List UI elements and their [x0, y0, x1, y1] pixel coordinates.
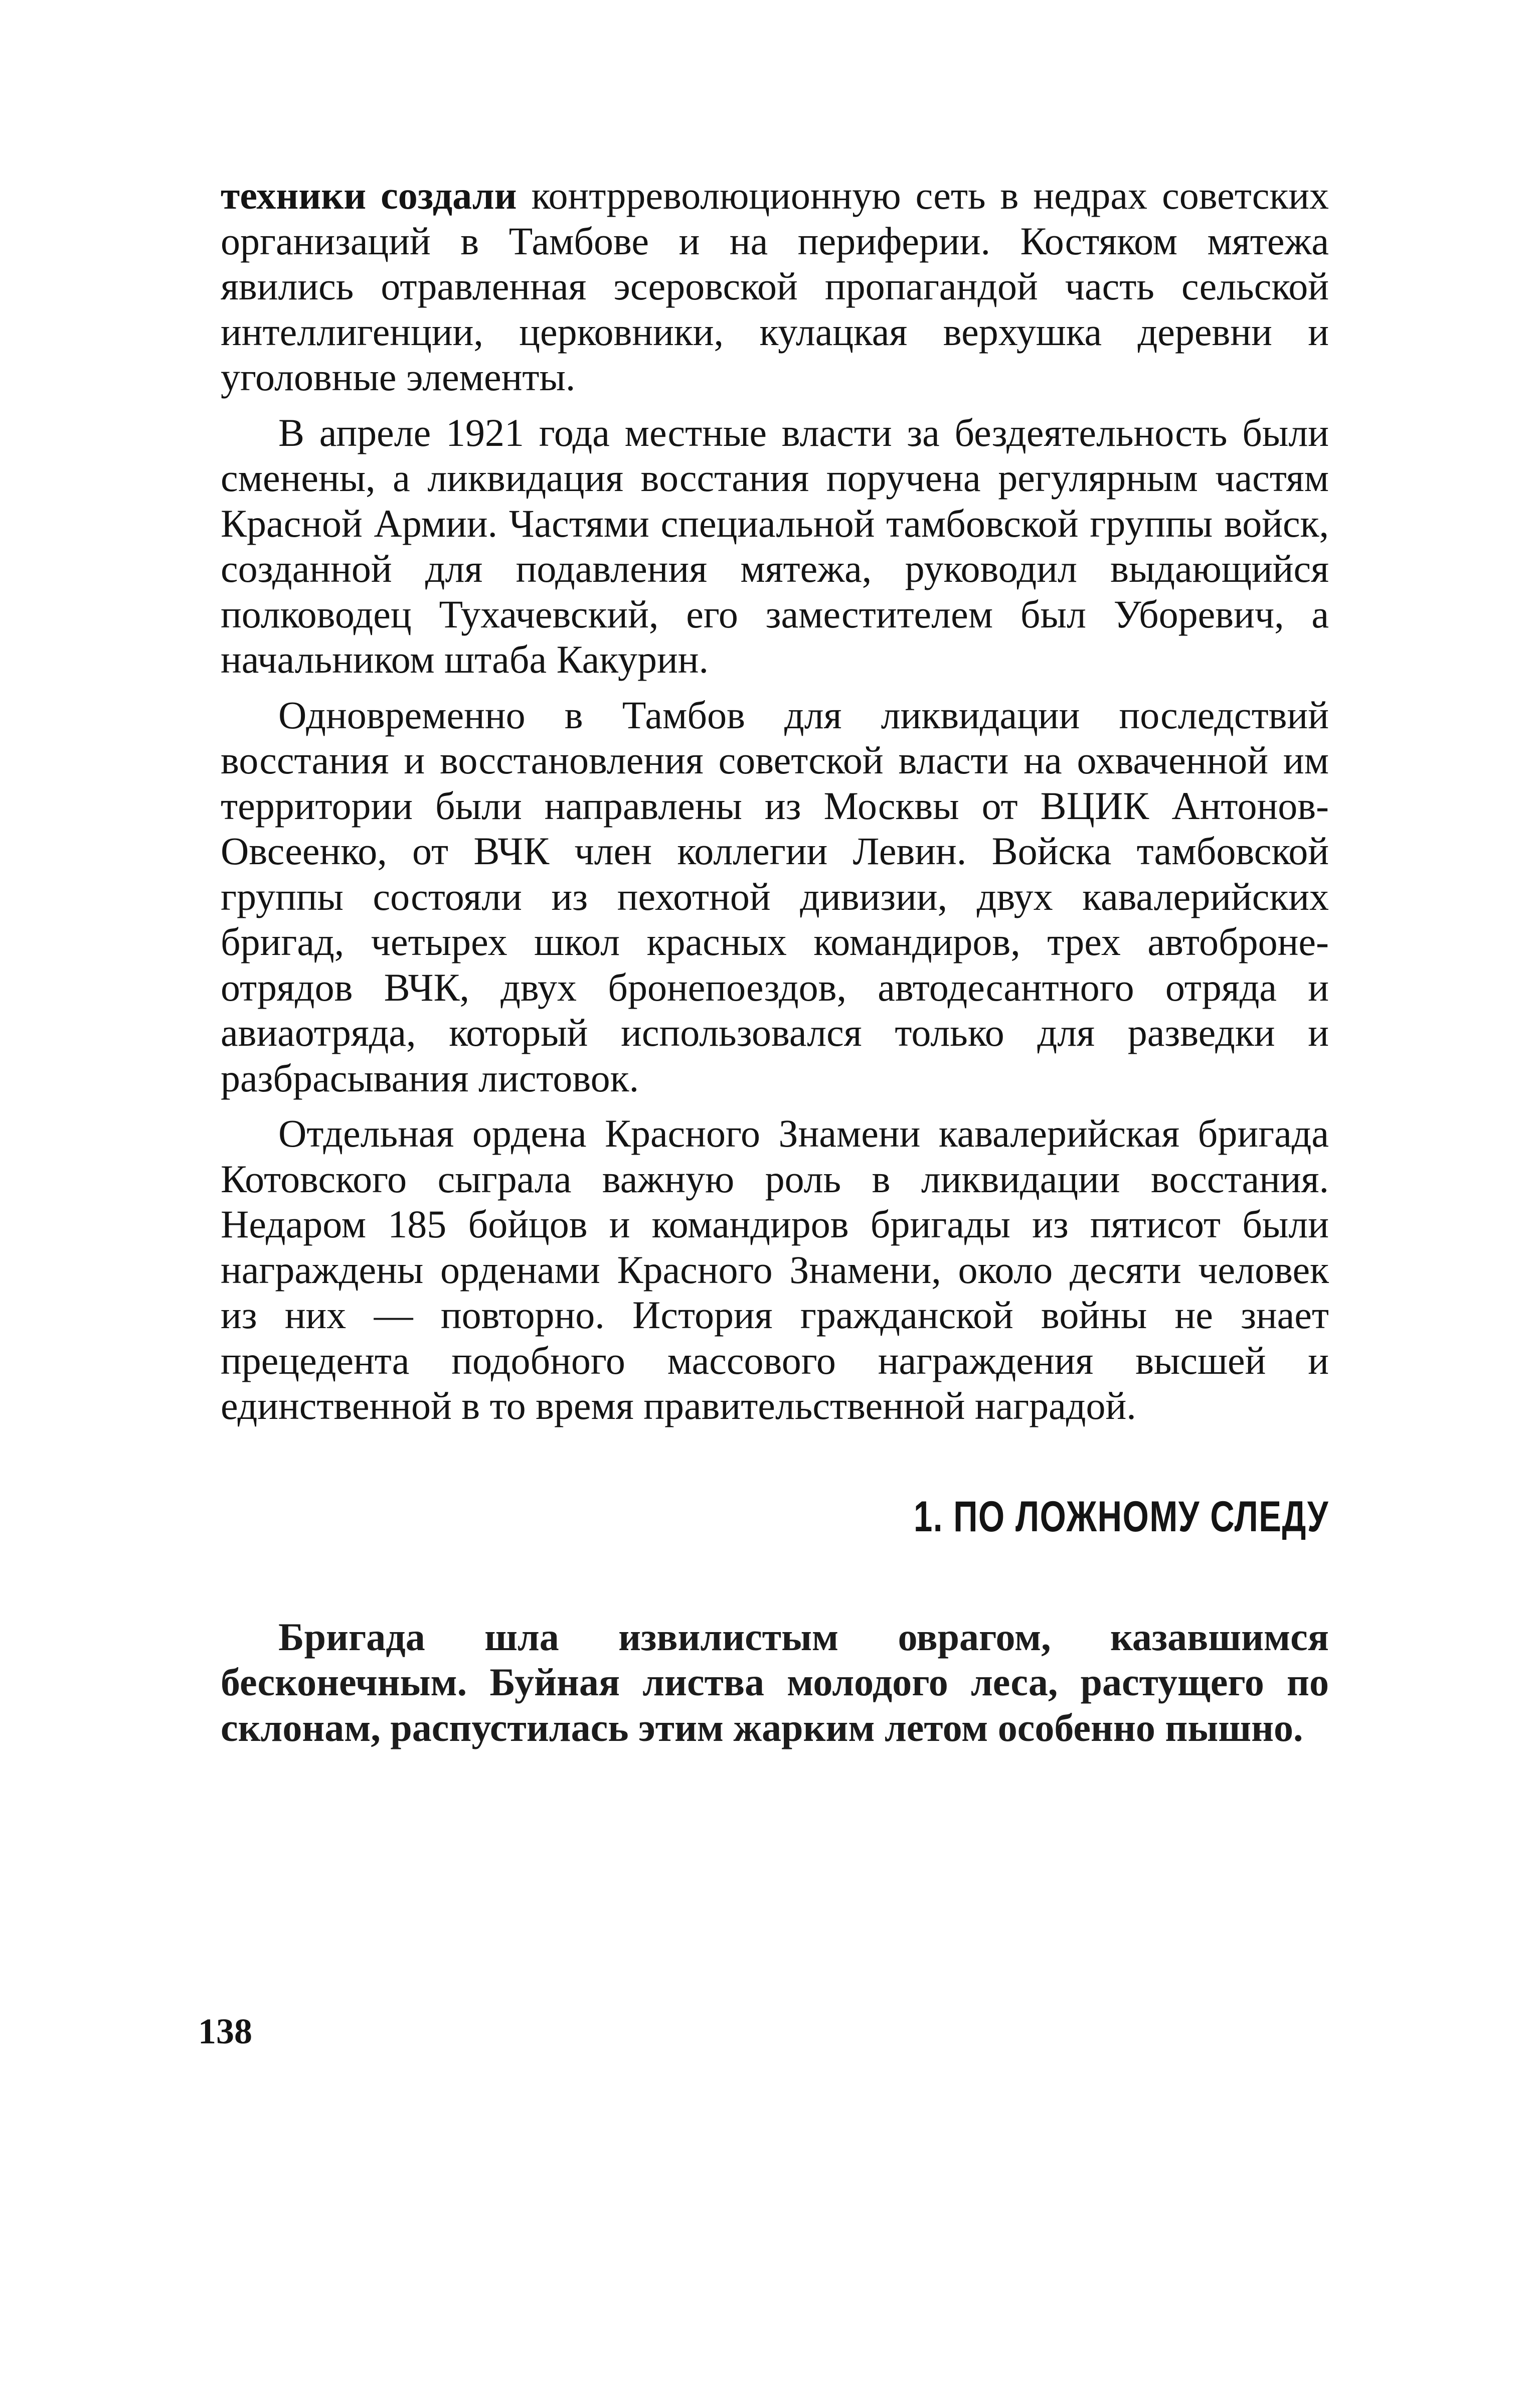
page-number: 138	[198, 2011, 252, 2051]
paragraph-1-text: контрреволюционную сеть в недрах советских организаций в Тамбове и на периферии. Костяком мятежа явились отравленная эсеровской пропагандой часть сельской интеллигенции, церковники, кулацкая верхушка деревни и уголовные элементы.	[221, 174, 1329, 399]
chapter-heading: 1. ПО ЛОЖНОМУ СЛЕДУ	[913, 1492, 1329, 1541]
chapter-first-paragraph: Бригада шла извилистым оврагом, казавшимся бесконечным. Буйная листва молодого леса, растущего по склонам, распустилась этим жарким летом особенно пышно.	[221, 1615, 1329, 1749]
book-page	[221, 173, 1329, 1750]
paragraph-4: Отдельная ордена Красного Знамени кавалерийская бригада Котовского сыграла важную роль в ликвидации восстания. Недаром 185 бойцов и командиров бригады из пятисот были награждены орденами Красного Знамени, около десяти человек из них — повторно. История гражданской войны не знает прецедента подобного массового награждения высшей и единственной в то время правительственной наградой.	[221, 1111, 1329, 1427]
paragraph-1	[221, 173, 1329, 400]
paragraph-3: Одновременно в Тамбов для ликвидации последствий восстания и восстановления советской власти на охваченной им территории были направлены из Москвы от ВЦИК Антонов-Овсеенко, от ВЧК член коллегии Левин. Войска тамбовской группы состояли из пехотной дивизии, двух кавалерийских бригад, четырех школ красных командиров, трех автобронеотрядов ВЧК, двух бронепоездов, автодесантного отряда и авиаотряда, который использовался только для разведки и разбрасывания листовок.	[221, 693, 1329, 1100]
paragraph-2: В апреле 1921 года местные власти за бездеятельность были сменены, а ликвидация восстания поручена регулярным частям Красной Армии. Частями специальной тамбовской группы войск, созданной для подавления мятежа, руководил выдающийся полководец Тухачевский, его заместителем был Уборевич, а начальником штаба Какурин.	[221, 410, 1329, 681]
paragraph-1-lead: техники создали	[221, 174, 517, 217]
